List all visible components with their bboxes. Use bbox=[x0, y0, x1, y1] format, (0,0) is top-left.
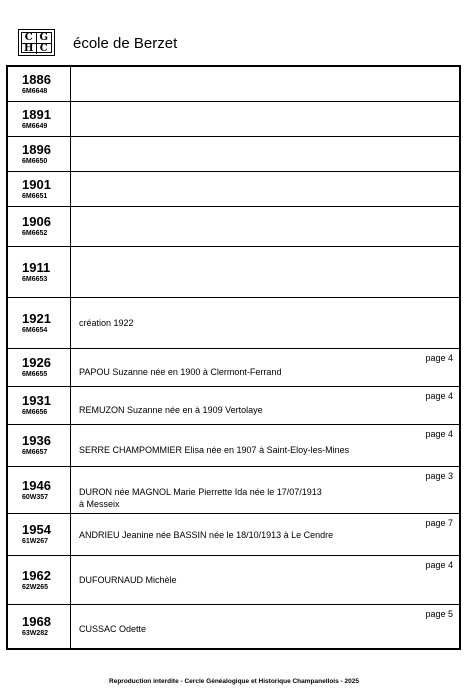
year-cell bbox=[8, 298, 71, 348]
year-cell bbox=[8, 425, 71, 466]
description-text: DUFOURNAUD Michèle bbox=[79, 575, 177, 585]
table-row bbox=[8, 137, 459, 172]
description-cell bbox=[71, 467, 459, 513]
archive-ref: 62W265 bbox=[22, 583, 49, 591]
footer-copyright: Reproduction interdite - Cercle Généalogique et Historique Champanellois - 2025 bbox=[109, 678, 359, 685]
description-text: ANDRIEU Jeanine née BASSIN née le 18/10/1913 à Le Cendre bbox=[79, 530, 334, 540]
table-row bbox=[8, 425, 459, 467]
page-reference: page 4 bbox=[425, 353, 453, 363]
year-cell bbox=[8, 387, 71, 424]
year-cell bbox=[8, 467, 71, 513]
description-cell bbox=[71, 102, 459, 136]
description-text: création 1922 bbox=[79, 318, 134, 328]
year: 1926 bbox=[22, 355, 51, 370]
table-row bbox=[8, 605, 459, 648]
logo-letter: H bbox=[22, 44, 37, 54]
description-text: CUSSAC Odette bbox=[79, 624, 147, 634]
description-cell bbox=[71, 137, 459, 171]
year: 1931 bbox=[22, 393, 51, 408]
archive-ref: 6M6652 bbox=[22, 230, 48, 237]
description-cell bbox=[71, 514, 459, 555]
archive-ref: 6M6656 bbox=[22, 409, 48, 416]
year-cell bbox=[8, 67, 71, 101]
cghc-logo bbox=[18, 29, 55, 56]
description-cell bbox=[71, 556, 459, 604]
page-reference: page 7 bbox=[425, 518, 453, 528]
page-reference: page 4 bbox=[425, 429, 453, 439]
archive-ref: 6M6651 bbox=[22, 192, 48, 200]
year: 1962 bbox=[22, 567, 51, 583]
page-reference: page 4 bbox=[425, 391, 453, 401]
description-cell bbox=[71, 207, 459, 246]
archive-ref: 6M6650 bbox=[22, 157, 48, 165]
table-row bbox=[8, 514, 459, 556]
description-cell bbox=[71, 605, 459, 648]
year-cell bbox=[8, 605, 71, 648]
archive-ref: 6M6649 bbox=[22, 122, 48, 130]
logo-letter: C bbox=[39, 43, 48, 54]
year: 1886 bbox=[22, 71, 51, 87]
logo-letter: C bbox=[22, 33, 37, 44]
logo-letter: G bbox=[37, 33, 52, 44]
table-row bbox=[8, 102, 459, 137]
year-cell bbox=[8, 349, 71, 386]
description-text: REMUZON Suzanne née en à 1909 Vertolaye bbox=[79, 405, 263, 415]
description-cell bbox=[71, 349, 459, 386]
description-text: SERRE CHAMPOMMIER Elisa née en 1907 à Saint-Eloy-les-Mines bbox=[79, 445, 350, 455]
page-reference: page 4 bbox=[425, 560, 453, 570]
description-text: DURON née MAGNOL Marie Pierrette Ida née le 17/07/1913 bbox=[79, 487, 322, 497]
description-cell bbox=[71, 298, 459, 348]
year: 1921 bbox=[22, 310, 51, 326]
year-cell bbox=[8, 207, 71, 246]
year: 1896 bbox=[22, 141, 51, 157]
archive-ref: 60W357 bbox=[22, 493, 49, 501]
year-cell bbox=[8, 556, 71, 604]
year: 1891 bbox=[22, 106, 51, 122]
page-title: école de Berzet bbox=[73, 35, 178, 52]
page-reference: page 3 bbox=[425, 471, 453, 481]
table-row bbox=[8, 172, 459, 207]
header bbox=[18, 29, 438, 57]
year: 1901 bbox=[22, 176, 51, 192]
description-cell bbox=[71, 172, 459, 206]
year: 1906 bbox=[22, 214, 51, 229]
table-row bbox=[8, 247, 459, 298]
table-row bbox=[8, 207, 459, 247]
archive-ref: 6M6654 bbox=[22, 326, 48, 334]
table-row bbox=[8, 67, 459, 102]
page-reference: page 5 bbox=[425, 609, 453, 619]
table-row bbox=[8, 556, 459, 605]
year-cell bbox=[8, 247, 71, 297]
archive-ref: 63W282 bbox=[22, 630, 49, 637]
description-text: PAPOU Suzanne née en 1900 à Clermont-Ferrand bbox=[79, 367, 282, 377]
year: 1968 bbox=[22, 614, 51, 629]
description-cell bbox=[71, 247, 459, 297]
year: 1936 bbox=[22, 433, 51, 448]
archive-ref: 6M6655 bbox=[22, 371, 48, 378]
description-cell bbox=[71, 67, 459, 101]
description-text-line2: à Messeix bbox=[79, 499, 120, 509]
year: 1911 bbox=[22, 259, 51, 275]
year-cell bbox=[8, 137, 71, 171]
table-row bbox=[8, 349, 459, 387]
year: 1946 bbox=[22, 477, 51, 493]
archive-ref: 6M6657 bbox=[22, 449, 48, 456]
year-cell bbox=[8, 172, 71, 206]
description-cell bbox=[71, 425, 459, 466]
archive-ref: 6M6653 bbox=[22, 275, 48, 283]
year-cell bbox=[8, 514, 71, 555]
teachers-table bbox=[6, 65, 461, 650]
year-cell bbox=[8, 102, 71, 136]
archive-ref: 6M6648 bbox=[22, 87, 48, 95]
table-row bbox=[8, 387, 459, 425]
table-row bbox=[8, 298, 459, 349]
archive-ref: 61W267 bbox=[22, 538, 49, 545]
description-cell bbox=[71, 387, 459, 424]
table-row bbox=[8, 467, 459, 514]
year: 1954 bbox=[22, 522, 51, 537]
